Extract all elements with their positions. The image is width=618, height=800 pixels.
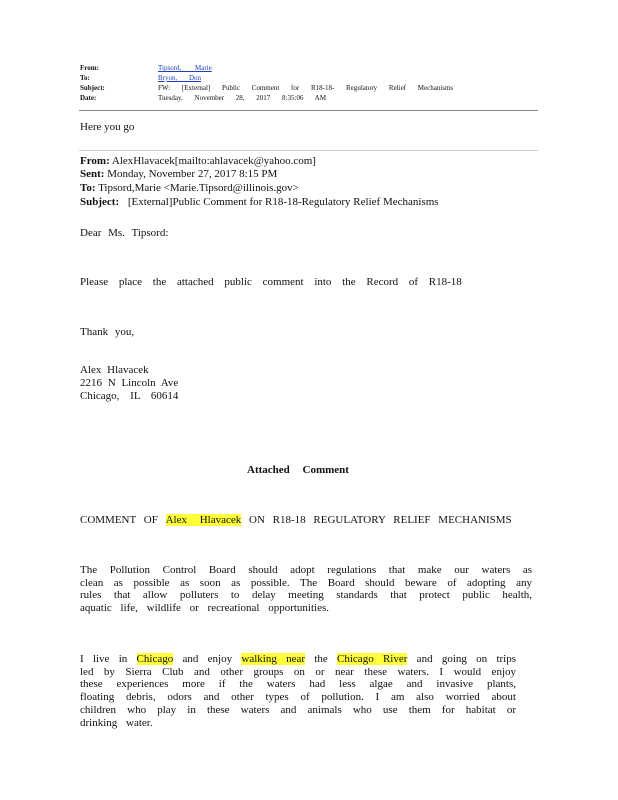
salutation: Dear Ms. Tipsord: xyxy=(80,227,169,239)
closing: Thank you, xyxy=(80,326,135,338)
p2-highlight-chicago-river: Chicago River xyxy=(337,653,408,665)
paragraph-2-line: these experiences more if the waters had less algae and invasive plants, xyxy=(80,678,516,691)
forward-subject xyxy=(80,196,439,208)
header-from-label: From: xyxy=(80,64,99,72)
comment-heading-prefix: COMMENT OF xyxy=(80,514,166,526)
header-date-value: Tuesday, November 28, 2017 8:35:06 AM xyxy=(158,94,327,102)
forward-sent-label: Sent: xyxy=(80,168,105,180)
request-text: Please place the attached public comment into the Record of R18-18 xyxy=(80,276,462,288)
forward-to-label: To: xyxy=(80,182,96,194)
header-subject-value: FW: [External] Public Comment for R18-18- Regulatory Relief Mechanisms xyxy=(158,84,454,92)
forward-subject-label: Subject: xyxy=(80,196,120,208)
forward-to-value: Tipsord,Marie <Marie.Tipsord@illinois.gov> xyxy=(98,182,299,194)
header-subject-label: Subject: xyxy=(80,84,105,92)
forward-from xyxy=(80,155,316,167)
p2-text-e: the xyxy=(305,653,338,665)
paragraph-1-line: The Pollution Control Board should adopt regulations that make our waters as xyxy=(80,564,532,576)
comment-heading xyxy=(80,514,512,526)
paragraph-1-line: rules that allow polluters to delay meeting standards that protect public health, xyxy=(80,589,532,602)
header-to-value[interactable]: Bryon, Don xyxy=(158,74,202,82)
paragraph-2-line: drinking water. xyxy=(80,716,153,729)
forward-divider xyxy=(79,150,538,151)
forward-to xyxy=(80,182,299,194)
attached-title: Attached Comment xyxy=(247,464,349,476)
paragraph-2-line: led by Sierra Club and other groups on or near these waters. I would enjoy xyxy=(80,665,516,678)
forward-sent xyxy=(80,168,277,180)
paragraph-2-line: floating debris, odors and other types of pollution. I am also worried about xyxy=(80,691,516,704)
paragraph-1-line: aquatic life, wildlife or recreational opportunities. xyxy=(80,602,330,615)
signature-name: Alex Hlavacek xyxy=(80,364,149,376)
p2-text-c: and enjoy xyxy=(173,653,242,665)
header-divider xyxy=(79,110,538,111)
paragraph-2-line-1 xyxy=(80,653,516,666)
paragraph-2-line: children who play in these waters and animals who use them for habitat or xyxy=(80,703,516,716)
p2-text-a: I live in xyxy=(80,653,137,665)
intro-text: Here you go xyxy=(80,121,135,133)
comment-heading-suffix: ON R18-18 REGULATORY RELIEF MECHANISMS xyxy=(241,514,512,526)
header-from-value[interactable]: Tipsord, Marie xyxy=(158,64,212,72)
forward-from-label: From: xyxy=(80,155,110,167)
comment-heading-name: Alex Hlavacek xyxy=(165,514,242,526)
paragraph-1-line: clean as possible as soon as possible. The Board should beware of adopting any xyxy=(80,576,532,589)
p2-text-g: and going on trips xyxy=(407,653,516,665)
comment-paragraph-2 xyxy=(80,653,516,729)
forward-sent-value: Monday, November 27, 2017 8:15 PM xyxy=(107,168,278,180)
header-date-label: Date: xyxy=(80,94,97,102)
header-to-label: To: xyxy=(80,74,90,82)
signature-city: Chicago, IL 60614 xyxy=(80,390,179,402)
p2-highlight-walking: walking near xyxy=(241,653,306,665)
comment-paragraph-1 xyxy=(80,564,532,615)
forward-from-value: AlexHlavacek[mailto:ahlavacek@yahoo.com] xyxy=(111,155,316,167)
signature-street: 2216 N Lincoln Ave xyxy=(80,377,179,389)
p2-highlight-chicago: Chicago xyxy=(136,653,174,665)
forward-subject-value: [External]Public Comment for R18-18-Regulatory Relief Mechanisms xyxy=(127,196,439,208)
